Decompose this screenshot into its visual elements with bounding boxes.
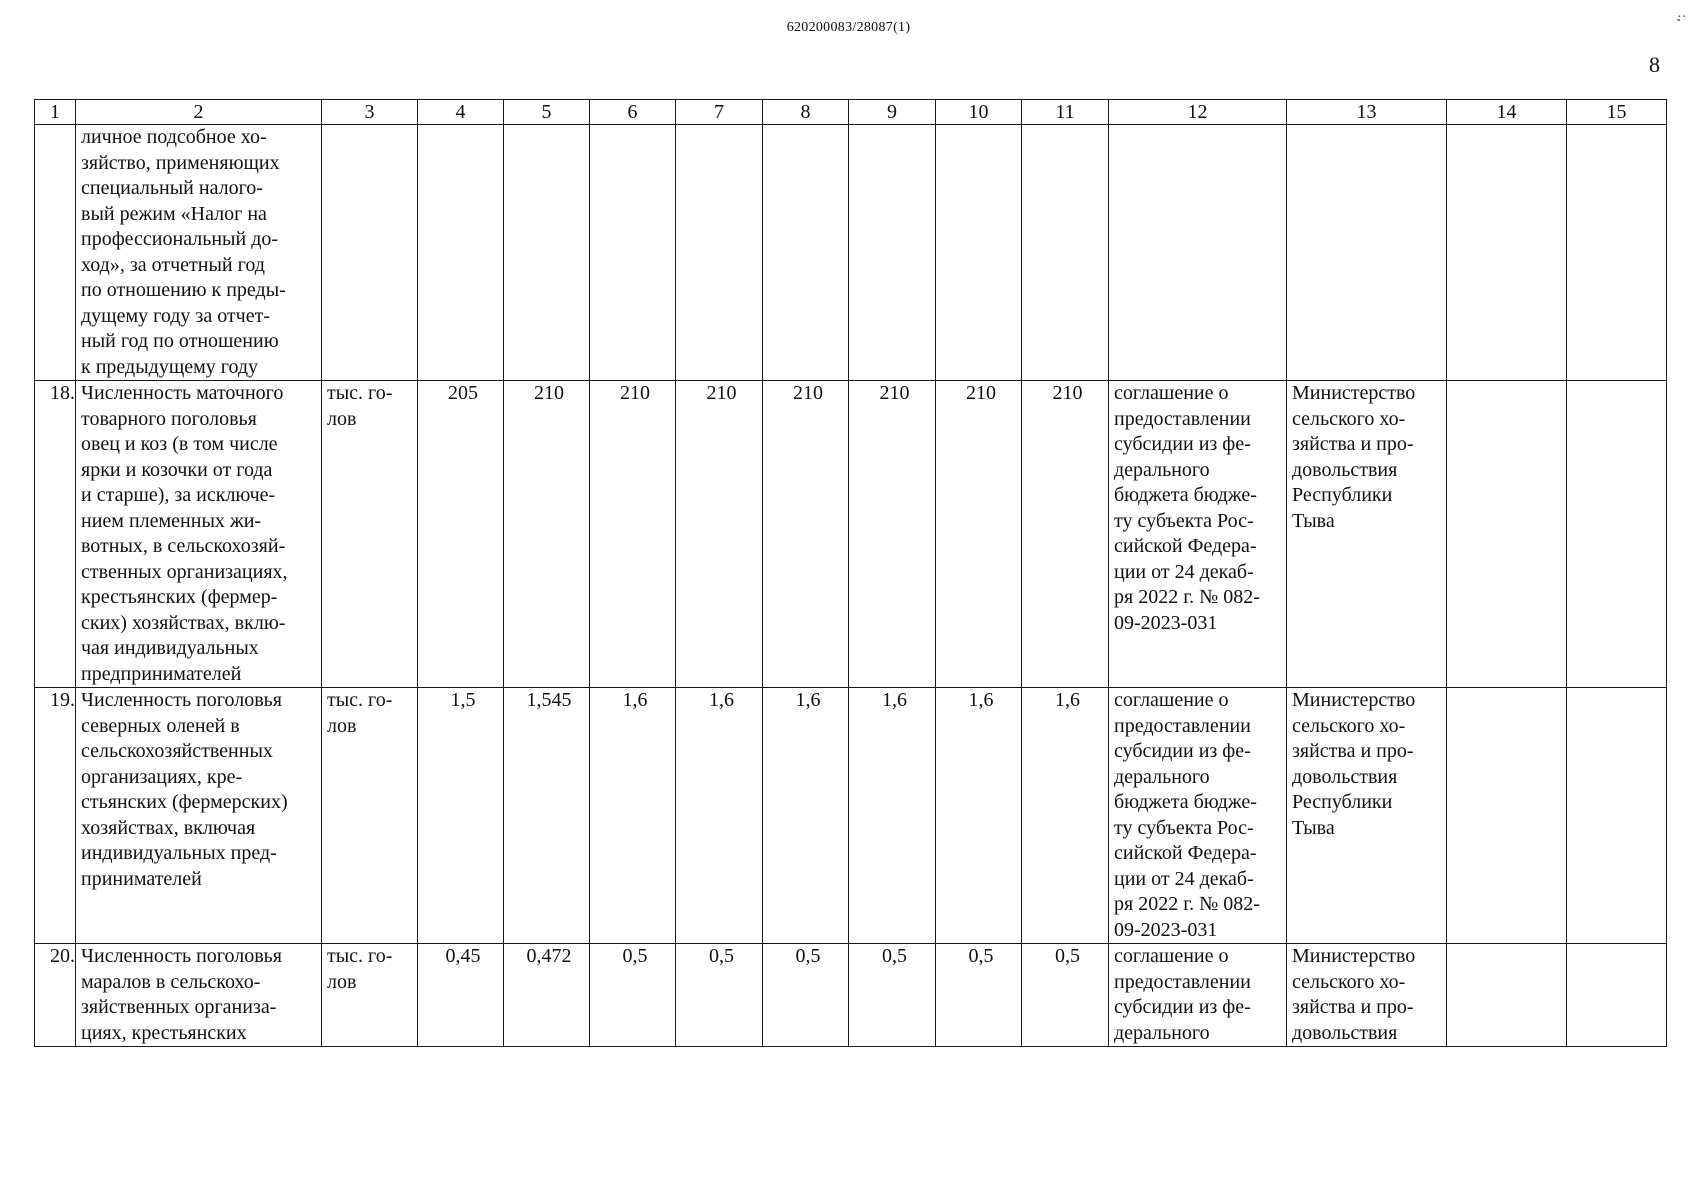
value-cell: 1,545 — [504, 688, 590, 944]
column-header: 3 — [322, 100, 418, 125]
column-header: 15 — [1567, 100, 1667, 125]
responsible-body: Министерство сельского хо- зяйства и про- довольствия Республики Тыва — [1287, 381, 1447, 688]
column-header: 13 — [1287, 100, 1447, 125]
basis-document: соглашение о предоставлении субсидии из фе- дерального — [1109, 944, 1287, 1047]
column-number-row — [35, 100, 1667, 125]
responsible-cell — [1287, 125, 1447, 381]
value-cell: 210 — [936, 381, 1022, 688]
value-cell: 210 — [1022, 381, 1109, 688]
value-cell: 1,6 — [763, 688, 849, 944]
column-header: 2 — [76, 100, 322, 125]
indicator-name: Численность маточного товарного поголовья овец и коз (в том числе ярки и козочки от года и старше), за исключе- нием племенных жи- вотных, в сельскохозяй- ственных организациях, крестьянских (фермер- ских) хозяйствах, вклю- чая индивидуальных предпринимателей — [76, 381, 322, 688]
row-index-cell — [35, 125, 76, 381]
indicators-table — [34, 99, 1667, 1047]
value-cell: 210 — [763, 381, 849, 688]
value-cell: 1,6 — [849, 688, 936, 944]
basis-cell — [1109, 125, 1287, 381]
column-header: 8 — [763, 100, 849, 125]
unit-of-measure: тыс. го- лов — [322, 944, 418, 1047]
value-cell: 0,5 — [849, 944, 936, 1047]
value-cell: 0,472 — [504, 944, 590, 1047]
value-cell: 1,6 — [590, 688, 676, 944]
column-header: 10 — [936, 100, 1022, 125]
page-number: 8 — [1649, 52, 1660, 77]
value-cell — [849, 125, 936, 381]
value-cell: 0,5 — [676, 944, 763, 1047]
indicator-name: Численность поголовья маралов в сельскохо- зяйственных организа- циях, крестьянских — [76, 944, 322, 1047]
column-header: 14 — [1447, 100, 1567, 125]
basis-document: соглашение о предоставлении субсидии из фе- дерального бюджета бюдже- ту субъекта Рос- сийской Федера- ции от 24 декаб- ря 2022 г. № 082- 09-2023-031 — [1109, 381, 1287, 688]
value-cell: 0,5 — [936, 944, 1022, 1047]
value-cell: 0,45 — [418, 944, 504, 1047]
value-cell: 1,6 — [676, 688, 763, 944]
value-cell: 0,5 — [1022, 944, 1109, 1047]
col14-cell — [1447, 381, 1567, 688]
column-header: 5 — [504, 100, 590, 125]
col15-cell — [1567, 381, 1667, 688]
column-header: 11 — [1022, 100, 1109, 125]
responsible-body: Министерство сельского хо- зяйства и про- довольствия — [1287, 944, 1447, 1047]
row-index: 18. — [35, 381, 76, 688]
unit-of-measure: тыс. го- лов — [322, 688, 418, 944]
value-cell: 210 — [504, 381, 590, 688]
responsible-body: Министерство сельского хо- зяйства и про- довольствия Республики Тыва — [1287, 688, 1447, 944]
table-row — [35, 944, 1667, 1047]
value-cell: 210 — [676, 381, 763, 688]
document-id: 620200083/28087(1) — [786, 20, 911, 35]
column-header: 7 — [676, 100, 763, 125]
value-cell — [763, 125, 849, 381]
col15-cell — [1567, 944, 1667, 1047]
value-cell — [1022, 125, 1109, 381]
col15-cell — [1567, 125, 1667, 381]
unit-cell — [322, 125, 418, 381]
value-cell: 1,6 — [1022, 688, 1109, 944]
value-cell: 0,5 — [590, 944, 676, 1047]
corner-mark: :, — [1674, 14, 1690, 22]
value-cell — [418, 125, 504, 381]
value-cell: 205 — [418, 381, 504, 688]
column-header: 1 — [35, 100, 76, 125]
row-index: 19. — [35, 688, 76, 944]
value-cell: 210 — [590, 381, 676, 688]
col14-cell — [1447, 125, 1567, 381]
col14-cell — [1447, 944, 1567, 1047]
value-cell: 1,5 — [418, 688, 504, 944]
basis-document: соглашение о предоставлении субсидии из фе- дерального бюджета бюдже- ту субъекта Рос- сийской Федера- ции от 24 декаб- ря 2022 г. № 082- 09-2023-031 — [1109, 688, 1287, 944]
indicator-continuation-text: личное подсобное хо- зяйство, применяющих специальный налого- вый режим «Налог на профессиональный до- ход», за отчетный год по отношению к преды- дущему году за отчет- ный год по отношению к предыдущему году — [76, 125, 322, 381]
col14-cell — [1447, 688, 1567, 944]
value-cell — [676, 125, 763, 381]
indicator-name: Численность поголовья северных оленей в сельскохозяйственных организациях, кре- стьянских (фермерских) хозяйствах, включая индивидуальных пред- принимателей — [76, 688, 322, 944]
column-header: 4 — [418, 100, 504, 125]
value-cell — [590, 125, 676, 381]
value-cell: 0,5 — [763, 944, 849, 1047]
value-cell: 210 — [849, 381, 936, 688]
row-index: 20. — [35, 944, 76, 1047]
column-header: 12 — [1109, 100, 1287, 125]
unit-of-measure: тыс. го- лов — [322, 381, 418, 688]
column-header: 9 — [849, 100, 936, 125]
value-cell — [936, 125, 1022, 381]
value-cell — [504, 125, 590, 381]
table-row-continuation — [35, 125, 1667, 381]
col15-cell — [1567, 688, 1667, 944]
table-row — [35, 381, 1667, 688]
value-cell: 1,6 — [936, 688, 1022, 944]
column-header: 6 — [590, 100, 676, 125]
table-row — [35, 688, 1667, 944]
